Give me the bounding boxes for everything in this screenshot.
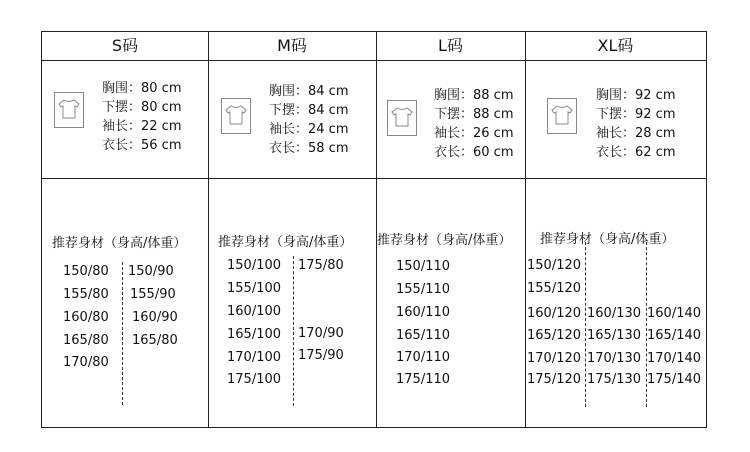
recommended-title-l: 推荐身材（身高/体重）: [377, 233, 512, 248]
size-chart-table: [41, 31, 707, 428]
dashed-separator: [585, 242, 586, 407]
size-entry: 155/80: [63, 287, 109, 302]
size-entry: 170/100: [227, 350, 282, 365]
spec-hem: 下摆：84 cm: [269, 103, 349, 118]
size-entry: 175/80: [298, 258, 344, 273]
size-entry: 150/120: [527, 258, 582, 273]
spec-length: 衣长：60 cm: [434, 145, 514, 160]
recommended-title-xl: 推荐身材（身高/体重）: [540, 232, 675, 247]
size-header-m: M码: [277, 36, 307, 55]
size-entry: 160/80: [63, 310, 109, 325]
spec-chest: 胸围：92 cm: [596, 88, 676, 103]
size-entry: 165/120: [527, 328, 582, 343]
size-entry: 170/80: [63, 355, 109, 370]
size-header-s: S码: [111, 36, 139, 55]
spec-length: 衣长：58 cm: [269, 141, 349, 156]
spec-divider: [42, 178, 706, 179]
size-entry: 175/110: [396, 372, 451, 387]
spec-sleeve: 袖长：22 cm: [102, 119, 182, 134]
size-entry: 170/120: [527, 351, 582, 366]
recommended-title-m: 推荐身材（身高/体重）: [218, 235, 353, 250]
spec-chest: 胸围：84 cm: [269, 84, 349, 99]
size-entry: 170/140: [647, 351, 702, 366]
dashed-separator: [122, 262, 123, 405]
spec-list-s: [102, 79, 182, 155]
size-entry: 160/120: [527, 306, 582, 321]
spec-hem: 下摆：88 cm: [434, 107, 514, 122]
size-entry: 165/80: [132, 333, 178, 348]
size-entry: 175/100: [227, 372, 282, 387]
size-entry: 175/90: [298, 348, 344, 363]
tshirt-icon: [547, 98, 577, 134]
spec-list-l: [434, 86, 514, 162]
size-entry: 150/90: [128, 264, 174, 279]
recommended-title-s: 推荐身材（身高/体重）: [52, 236, 187, 251]
size-entry: 165/130: [587, 328, 642, 343]
size-entry: 150/80: [63, 264, 109, 279]
spec-hem: 下摆：92 cm: [596, 107, 676, 122]
spec-sleeve: 袖长：26 cm: [434, 126, 514, 141]
spec-list-xl: [596, 86, 676, 162]
size-entry: 175/120: [527, 372, 582, 387]
spec-list-m: [269, 82, 349, 158]
tshirt-icon: [221, 98, 251, 134]
dashed-separator: [293, 256, 294, 406]
size-entry: 150/100: [227, 258, 282, 273]
spec-sleeve: 袖长：24 cm: [269, 122, 349, 137]
size-entry: 160/140: [647, 306, 702, 321]
size-entry: 155/110: [396, 282, 451, 297]
size-entry: 165/140: [647, 328, 702, 343]
spec-chest: 胸围：80 cm: [102, 81, 182, 96]
size-entry: 170/90: [298, 326, 344, 341]
size-entry: 165/110: [396, 328, 451, 343]
size-entry: 160/100: [227, 304, 282, 319]
size-entry: 170/110: [396, 350, 451, 365]
size-entry: 165/100: [227, 327, 282, 342]
size-entry: 155/120: [527, 281, 582, 296]
spec-length: 衣长：62 cm: [596, 145, 676, 160]
size-entry: 175/140: [647, 372, 702, 387]
spec-chest: 胸围：88 cm: [434, 88, 514, 103]
spec-hem: 下摆：80 cm: [102, 100, 182, 115]
spec-sleeve: 袖长：28 cm: [596, 126, 676, 141]
size-entry: 155/100: [227, 281, 282, 296]
size-entry: 160/130: [587, 306, 642, 321]
size-header-l: L码: [438, 36, 463, 55]
size-entry: 160/90: [132, 310, 178, 325]
tshirt-icon: [387, 100, 417, 136]
size-entry: 155/90: [130, 287, 176, 302]
size-entry: 150/110: [396, 259, 451, 274]
spec-length: 衣长：56 cm: [102, 138, 182, 153]
size-entry: 170/130: [587, 351, 642, 366]
column-divider: [525, 32, 526, 427]
size-header-xl: XL码: [597, 36, 634, 55]
column-divider: [208, 32, 209, 427]
header-divider: [42, 60, 706, 61]
size-entry: 175/130: [587, 372, 642, 387]
tshirt-icon: [54, 92, 84, 128]
size-entry: 160/110: [396, 305, 451, 320]
size-entry: 165/80: [63, 333, 109, 348]
